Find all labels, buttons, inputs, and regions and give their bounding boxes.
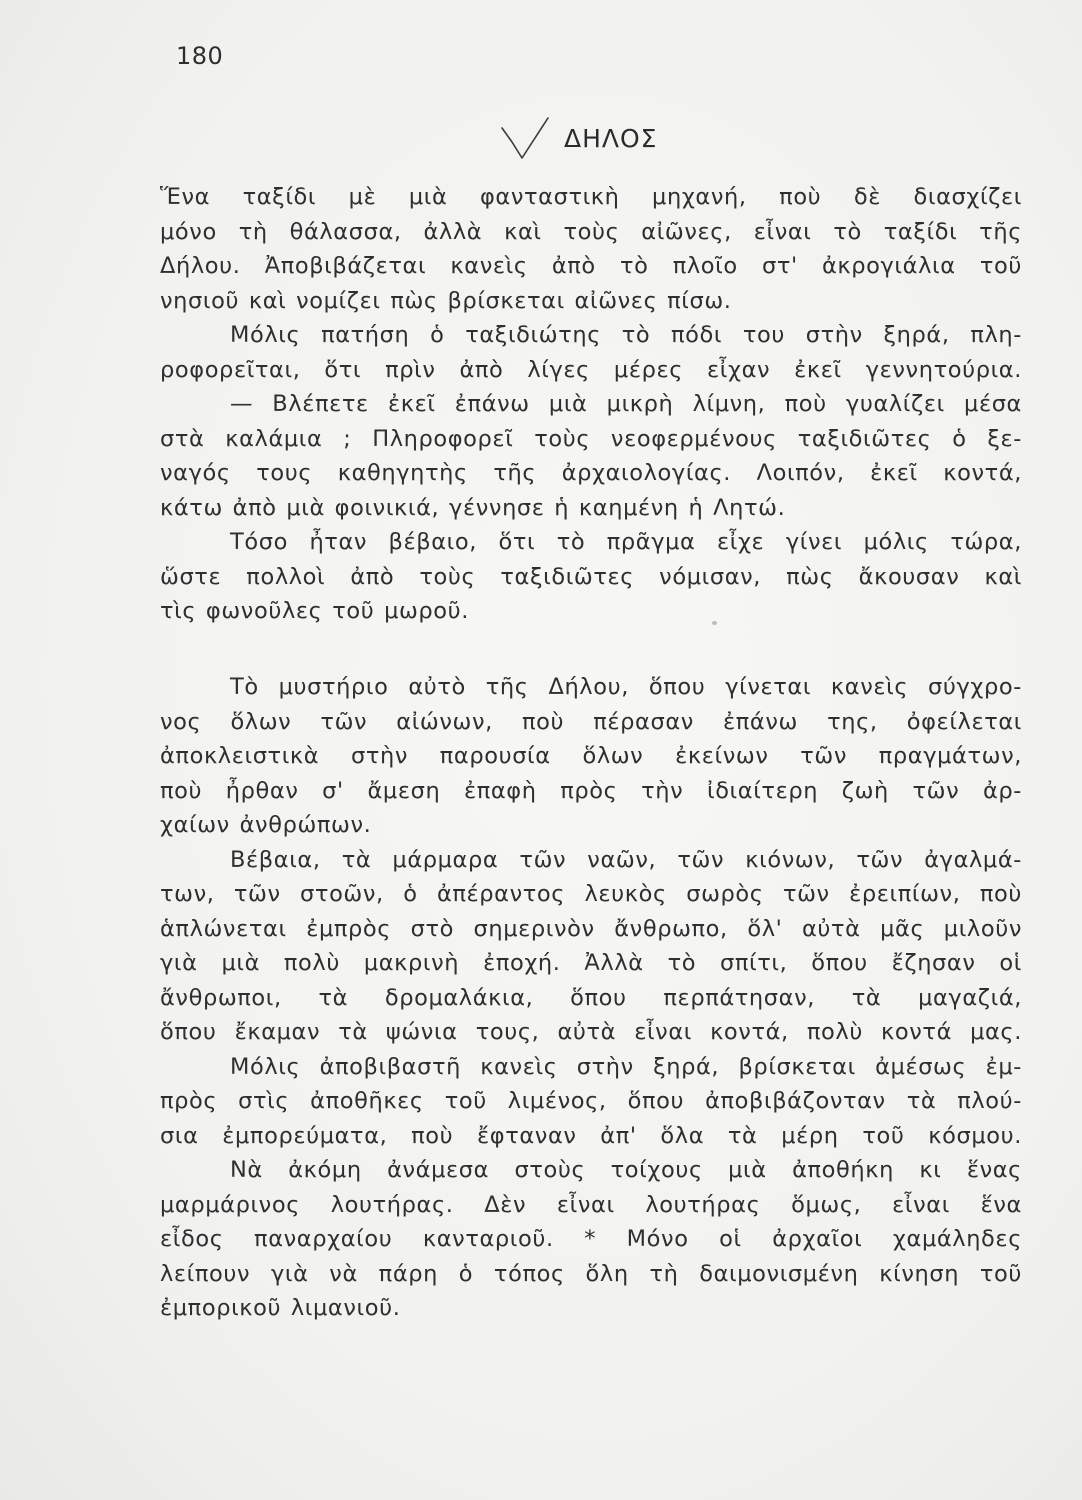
page-number: 180 — [176, 42, 224, 70]
text-line: στὰ καλάμια ; Πληροφορεῖ τοὺς νεοφερμένους ταξιδιῶτες ὁ ξε- — [160, 425, 1022, 452]
text-line: ποὺ ἦρθαν σ' ἄμεση ἐπαφὴ πρὸς τὴν ἰδιαίτερη ζωὴ τῶν ἀρ- — [160, 777, 1022, 804]
text-line: μόνο τὴ θάλασσα, ἀλλὰ καὶ τοὺς αἰῶνες, εἶναι τὸ ταξίδι τῆς — [160, 218, 1022, 245]
text-line: ἁπλώνεται ἐμπρὸς στὸ σημερινὸν ἄνθρωπο, ὅλ' αὐτὰ μᾶς μιλοῦν — [160, 915, 1022, 942]
text-line: νος ὅλων τῶν αἰώνων, ποὺ πέρασαν ἐπάνω της, ὀφείλεται — [160, 708, 1022, 735]
text-line: ροφορεῖται, ὅτι πρὶν ἀπὸ λίγες μέρες εἶχαν ἐκεῖ γεννητούρια. — [160, 356, 1022, 383]
text-line: Νὰ ἀκόμη ἀνάμεσα στοὺς τοίχους μιὰ ἀποθήκη κι ἕνας — [230, 1157, 1022, 1183]
text-line: Δήλου. Ἀποβιβάζεται κανεὶς ἀπὸ τὸ πλοῖο στ' ἀκρογιάλια τοῦ — [160, 253, 1022, 279]
text-line: Τὸ μυστήριο αὐτὸ τῆς Δήλου, ὅπου γίνεται κανεὶς σύγχρο- — [230, 674, 1022, 700]
chapter-title: ΔΗΛΟΣ — [564, 124, 658, 153]
text-line: Βέβαια, τὰ μάρμαρα τῶν ναῶν, τῶν κιόνων, τῶν ἀγαλμά- — [230, 846, 1022, 873]
text-line: χαίων ἀνθρώπων. — [160, 812, 372, 838]
text-line: Μόλις ἀποβιβαστῆ κανεὶς στὴν ξηρά, βρίσκεται ἀμέσως ἐμ- — [230, 1053, 1022, 1080]
section-2 — [160, 670, 1022, 1326]
text-line: ναγός τους καθηγητὴς τῆς ἀρχαιολογίας. Λοιπόν, ἐκεῖ κοντά, — [160, 460, 1022, 486]
text-line: ὥστε πολλοὶ ἀπὸ τοὺς ταξιδιῶτες νόμισαν, πὼς ἄκουσαν καὶ — [160, 563, 1022, 590]
text-line: τὶς φωνοῦλες τοῦ μωροῦ. — [160, 598, 470, 624]
text-line: Ἕνα ταξίδι μὲ μιὰ φανταστικὴ μηχανή, ποὺ δὲ διασχίζει — [160, 184, 1022, 210]
checkmark-ornament-icon — [500, 108, 560, 168]
text-line: — Βλέπετε ἐκεῖ ἐπάνω μιὰ μικρὴ λίμνη, ποὺ γυαλίζει μέσα — [230, 391, 1022, 417]
text-line: των, τῶν στοῶν, ὁ ἀπέραντος λευκὸς σωρὸς τῶν ἐρειπίων, ποὺ — [160, 881, 1022, 907]
text-line: ἀποκλειστικὰ στὴν παρουσία ὅλων ἐκείνων τῶν πραγμάτων, — [160, 743, 1022, 769]
text-line: λείπουν γιὰ νὰ πάρη ὁ τόπος ὅλη τὴ δαιμονισμένη κίνηση τοῦ — [160, 1260, 1022, 1287]
text-line: μαρμάρινος λουτήρας. Δὲν εἶναι λουτήρας ὅμως, εἶναι ἕνα — [160, 1191, 1022, 1218]
text-line: ἐμπορικοῦ λιμανιοῦ. — [160, 1295, 401, 1321]
text-line: Τόσο ἦταν βέβαιο, ὅτι τὸ πρᾶγμα εἶχε γίνει μόλις τώρα, — [230, 529, 1022, 555]
text-line: ὅπου ἔκαμαν τὰ ψώνια τους, αὐτὰ εἶναι κοντά, πολὺ κοντά μας. — [160, 1019, 1022, 1045]
section-1 — [160, 180, 1022, 629]
text-line: εἶδος παναρχαίου κανταριοῦ. * Μόνο οἱ ἀρχαῖοι χαμάληδες — [160, 1226, 1022, 1252]
text-line: κάτω ἀπὸ μιὰ φοινικιά, γέννησε ἡ καημένη ἡ Λητώ. — [160, 494, 786, 521]
text-line: σια ἐμπορεύματα, ποὺ ἔφταναν ἀπ' ὅλα τὰ μέρη τοῦ κόσμου. — [160, 1122, 1022, 1149]
text-line: νησιοῦ καὶ νομίζει πὼς βρίσκεται αἰῶνες πίσω. — [160, 287, 732, 314]
text-line: πρὸς στὶς ἀποθῆκες τοῦ λιμένος, ὅπου ἀποβιβάζονταν τὰ πλού- — [160, 1088, 1022, 1114]
text-line: ἄνθρωποι, τὰ δρομαλάκια, ὅπου περπάτησαν, τὰ μαγαζιά, — [160, 984, 1022, 1011]
ink-speck — [712, 621, 717, 625]
text-line: Μόλις πατήση ὁ ταξιδιώτης τὸ πόδι του στὴν ξηρά, πλη- — [230, 322, 1022, 348]
text-line: γιὰ μιὰ πολὺ μακρινὴ ἐποχή. Ἀλλὰ τὸ σπίτι, ὅπου ἔζησαν οἱ — [160, 950, 1022, 976]
